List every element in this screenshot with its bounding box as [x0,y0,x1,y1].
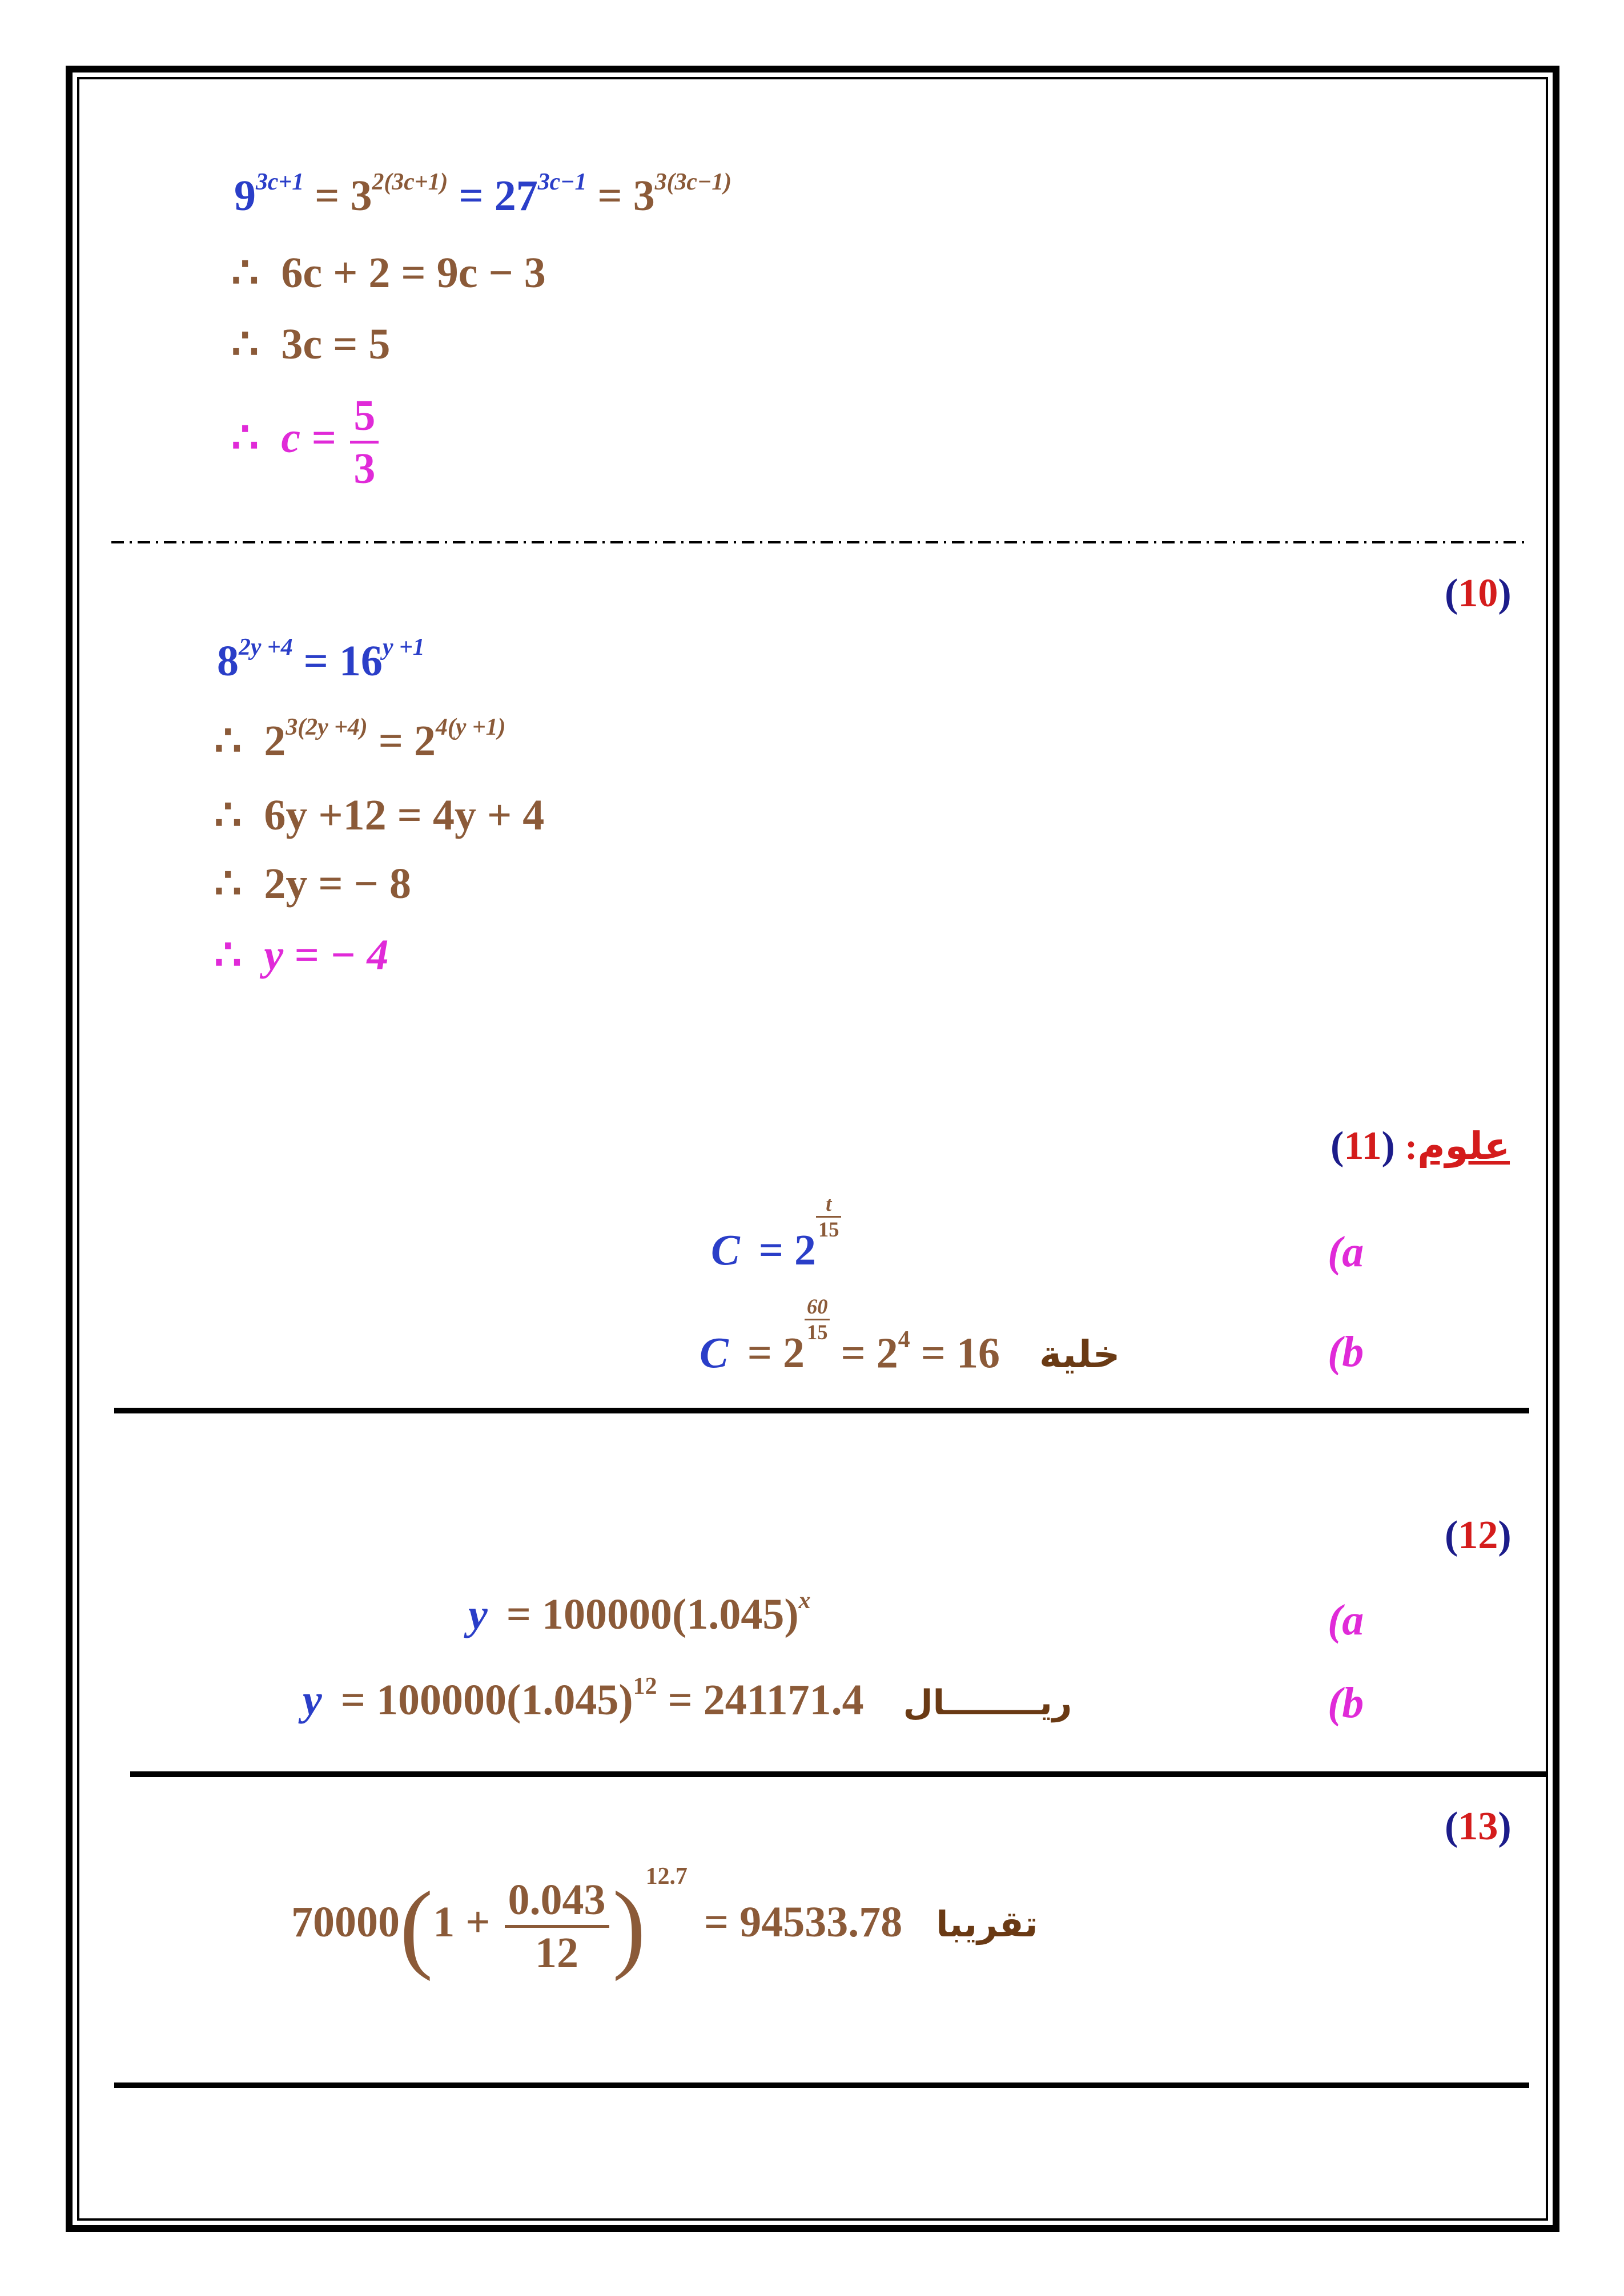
sec10-l3-value: 6y +12 = 4y + 4 [264,791,545,839]
sec12-b-unit: ريــــــــال [903,1683,1072,1723]
sec13-equation [291,1863,1038,1981]
sec10-l4-value: 2y = − 8 [264,860,411,908]
sec10-l2-b: = 2 [378,717,436,765]
fraction-numerator: t [816,1194,841,1218]
therefore-symbol: ∴ [231,413,259,462]
sec13-fraction [505,1878,609,1975]
sec11-b-lhs: C [700,1329,729,1377]
sec10-l1-b: = 16 [303,637,383,685]
sec11-a-exponent-fraction [816,1191,841,1242]
sec11-number: 11 [1344,1124,1382,1168]
sec9-l3-value: 3c = 5 [281,320,391,368]
sec12-a-rhs: = 100000(1.045) [506,1590,799,1638]
sec10-l2-be: 4(y +1) [436,714,506,741]
paren-close: ) [1330,1124,1344,1168]
sec9-l1-de: 3(3c−1) [654,169,732,196]
sec10-l1-be: y +1 [382,634,425,661]
fraction-denominator: 15 [818,1218,839,1242]
sec10-line2 [214,714,506,765]
sec10-l1-ae: 2y +4 [239,634,293,661]
sec12-label [1445,1513,1512,1558]
sec13-exp: 12.7 [645,1863,688,1890]
paren-open: ( [1445,571,1458,615]
sec9-line3 [231,320,391,368]
section-divider [114,2082,1529,2088]
sec12-b-result: = 241171.4 [668,1676,864,1724]
paren-close: ) [1498,1804,1512,1848]
colon: : [1405,1126,1418,1167]
paren-open: ( [1381,1124,1395,1168]
therefore-symbol: ∴ [214,791,242,839]
section-divider [130,1771,1546,1777]
sec11-b-exponent-fraction [805,1296,830,1343]
section-divider [114,1408,1529,1413]
sec9-l1-d: = 3 [597,172,655,220]
fraction-denominator: 3 [353,445,376,493]
sec9-l4-fraction [350,392,379,493]
sec12-b-equation [303,1673,1072,1724]
paren-close: ) [1498,1513,1512,1557]
therefore-symbol: ∴ [214,717,242,765]
sec11-a-part: (a [1328,1228,1364,1276]
sec11-b-part: (b [1328,1328,1364,1376]
sec11-b-eq: = 2 [747,1329,805,1377]
sec11-a-equation [711,1191,841,1275]
sec10-l5-value: y = − 4 [264,931,389,979]
sec12-a-exp: x [798,1588,811,1614]
sec12-number: 12 [1458,1513,1498,1557]
sec10-l2-a: 2 [264,717,286,765]
sec10-line1 [217,634,425,685]
fraction-numerator: 60 [805,1296,830,1320]
sec12-a-part: (a [1328,1596,1364,1644]
sec10-line4 [214,860,411,908]
sec13-one: 1 + [433,1898,491,1946]
sec12-a-lhs: y [468,1590,488,1638]
sec10-line3 [214,793,544,837]
paren-open: ( [1445,1804,1458,1848]
fraction-numerator: 0.043 [505,1878,609,1928]
sec12-b-part: (b [1328,1679,1364,1727]
sec9-line2 [231,251,546,295]
paren-close: ) [612,1870,646,1981]
sec9-l1-be: 2(3c+1) [372,169,448,196]
sec11-b-unit: خلية [1039,1332,1120,1377]
dashdot-separator [111,539,1527,545]
sec10-number: 10 [1458,571,1498,615]
fraction-denominator: 12 [535,1929,579,1977]
sec13-coef: 70000 [291,1898,400,1946]
sec12-b-rhs: = 100000(1.045) [340,1676,633,1724]
paren-open: ( [400,1870,433,1981]
sec11-b-equation [700,1294,1120,1377]
sec9-line4 [231,392,382,493]
therefore-symbol: ∴ [214,931,242,979]
sec9-l2-value: 6c + 2 = 9c − 3 [281,249,546,297]
sec11-b-rest2: = 16 [920,1329,1000,1377]
paren-open: ( [1445,1513,1458,1557]
sec9-l1-a: 9 [234,172,256,220]
sec13-result: = 94533.78 [704,1898,903,1946]
sec11-label [1330,1123,1510,1169]
sec11-a-lhs: C [711,1226,740,1275]
sec10-line5 [214,933,388,977]
sec12-b-lhs: y [303,1676,322,1724]
sec9-l1-ce: 3c−1 [537,169,587,196]
sec12-b-exp: 12 [633,1673,657,1700]
therefore-symbol: ∴ [231,320,259,368]
sec13-number: 13 [1458,1804,1498,1848]
therefore-symbol: ∴ [214,860,242,908]
sec10-l2-ae: 3(2y +4) [286,714,368,741]
sec9-l1-ae: 3c+1 [256,169,304,196]
sec9-line1 [234,169,732,220]
fraction-denominator: 15 [807,1320,828,1344]
therefore-symbol: ∴ [231,249,259,297]
paren-close: ) [1498,571,1512,615]
fraction-numerator: 5 [350,394,379,444]
sec11-subject: علوم [1417,1124,1510,1168]
sec13-unit: تقريبا [936,1903,1038,1945]
sec10-label [1445,571,1512,617]
sec11-b-rest1: = 2 [841,1329,898,1377]
sec9-l1-c: = 27 [459,172,538,220]
sec13-label [1445,1804,1512,1850]
sec10-l1-a: 8 [217,637,239,685]
sec12-a-equation [468,1588,811,1638]
sec9-l4-lhs: c = [281,413,336,462]
sec11-a-eq: = 2 [758,1226,817,1275]
sec9-l1-b: = 3 [315,172,372,220]
sec11-b-rest1-exp: 4 [898,1326,910,1353]
